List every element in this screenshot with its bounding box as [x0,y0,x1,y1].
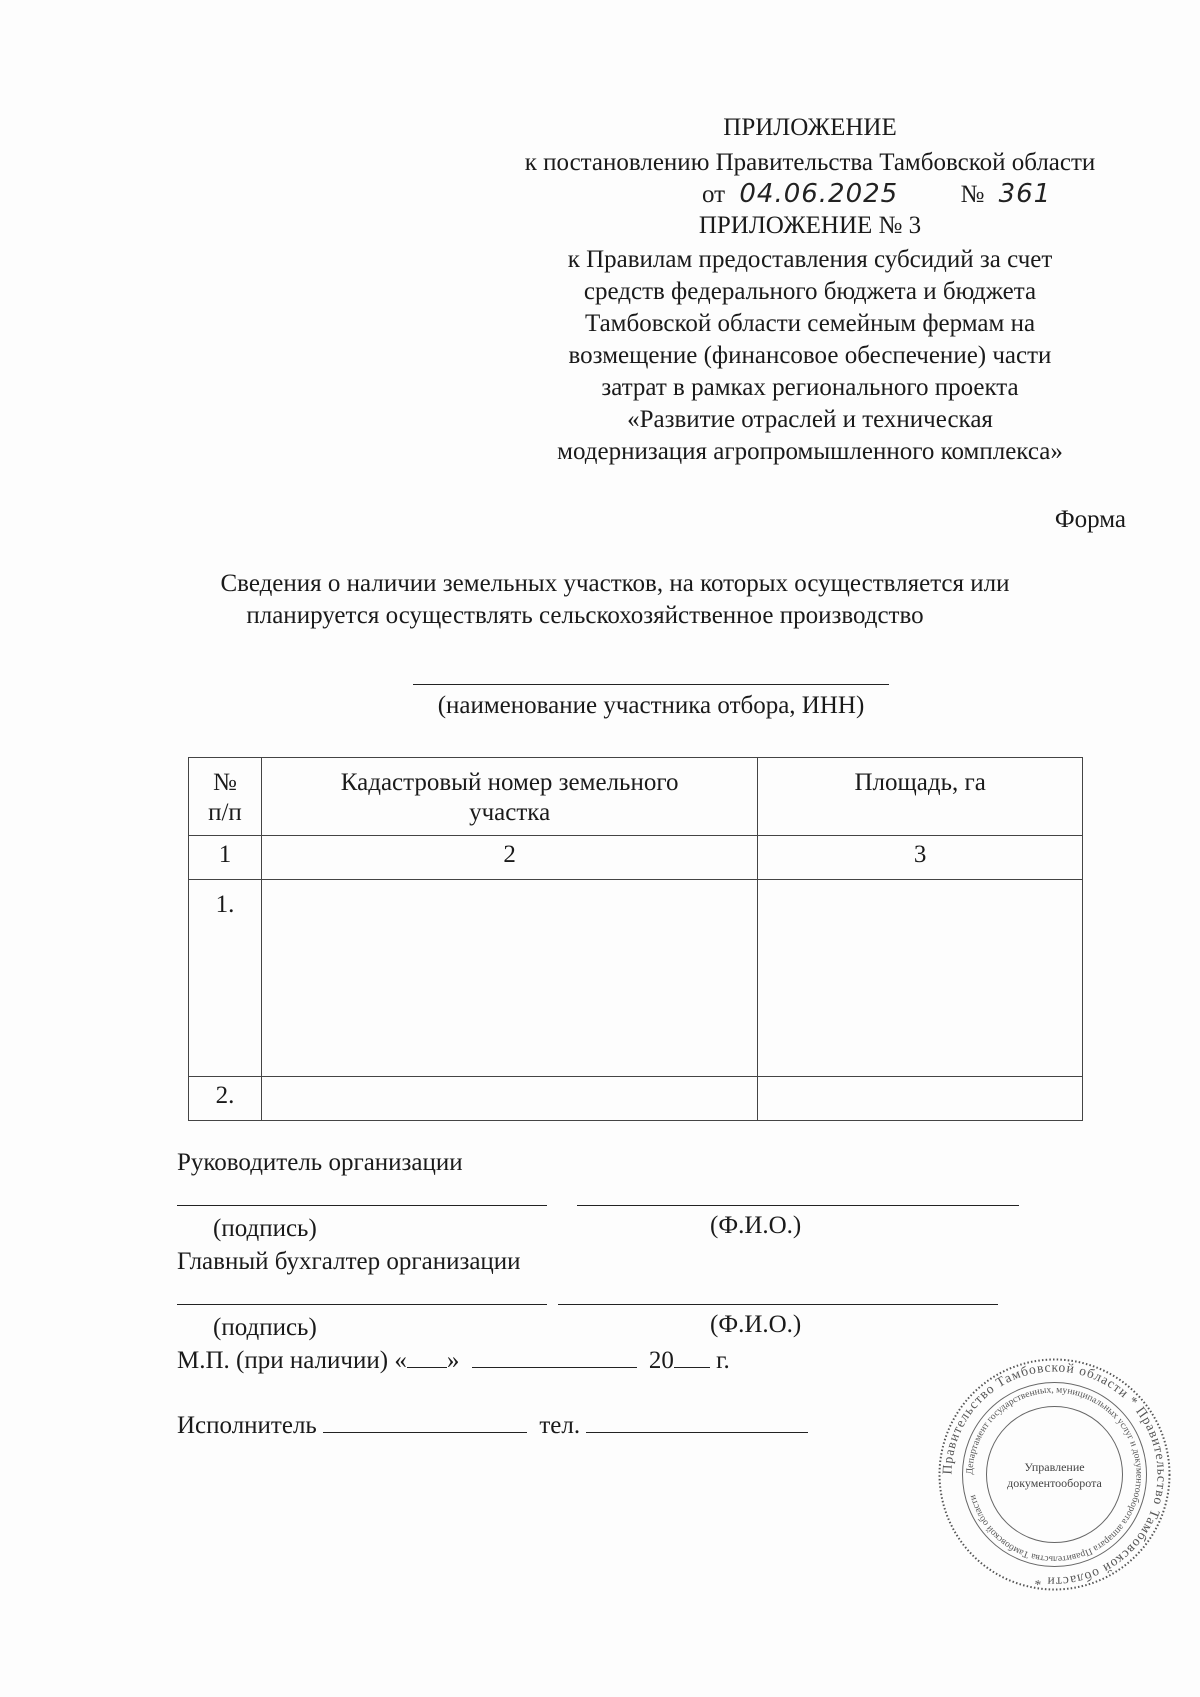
header-number-line1: № [213,769,237,796]
header-area-label: Площадь, га [854,769,986,796]
executor-label: Исполнитель [177,1412,317,1439]
executor-field[interactable] [323,1410,527,1433]
executor-line [177,1410,808,1442]
participant-name-field[interactable] [413,684,889,685]
stamp-center-line1: Управление [1024,1460,1085,1474]
appendix3-title: ПРИЛОЖЕНИЕ № 3 [698,212,922,239]
appendix-title: ПРИЛОЖЕНИЕ [723,114,897,141]
accountant-label: Главный бухгалтер организации [177,1248,521,1275]
area-cell[interactable] [758,880,1083,1077]
decree-line: к постановлению Правительства Тамбовской области [524,149,1096,176]
rules-line: модернизация агропромышленного комплекса» [557,438,1063,465]
month-field[interactable] [472,1345,637,1368]
numbering-cell: 3 [758,836,1083,880]
table-row [189,1077,1083,1121]
date-line [702,178,1051,211]
number-prefix: № [960,181,985,208]
header-number-line2: п/п [208,799,242,826]
year-suffix: г. [716,1347,730,1374]
seal-date-line [177,1345,730,1377]
table-header-row [189,758,1083,836]
head-fio-caption: (Ф.И.О.) [710,1212,802,1239]
stamp-middle-textpath: Департамент государственных, муниципальных услуг и документооборота аппарата Правительства Тамбовской области [964,1384,1145,1565]
accountant-fio-field[interactable] [558,1304,998,1305]
cadastral-cell[interactable] [261,880,757,1077]
row-number: 1. [189,880,262,1077]
numbering-cell: 2 [261,836,757,880]
title-line-1: Сведения о наличии земельных участков, на которых осуществляется или [220,570,1010,597]
stamp-outer-textpath: Правительство Тамбовской области * Правительство Тамбовской области * [939,1359,1170,1590]
phone-field[interactable] [586,1410,808,1433]
row-number: 2. [189,1077,262,1121]
head-signature-field[interactable] [177,1205,547,1206]
year-prefix: 20 [648,1347,674,1374]
date-prefix: от [702,181,726,208]
table-row [189,880,1083,1077]
accountant-signature-caption: (подпись) [213,1314,317,1341]
head-label: Руководитель организации [177,1149,463,1176]
header-number [189,758,262,836]
day-field[interactable] [407,1345,447,1368]
stamp-middle-text [964,1384,1144,1564]
seal-quote-close: » [446,1347,460,1374]
rules-line: возмещение (финансовое обеспечение) части [568,342,1052,369]
document-title [150,568,1080,632]
land-plots-table [188,757,1083,1121]
date-handwritten: 04.06.2025 [739,179,899,209]
cadastral-cell[interactable] [261,1077,757,1121]
accountant-fio-caption: (Ф.И.О.) [710,1311,802,1338]
head-fio-field[interactable] [577,1205,1019,1206]
rules-line: Тамбовской области семейным фермам на [584,310,1036,337]
head-signature-caption: (подпись) [213,1215,317,1242]
title-line-2: планируется осуществлять сельскохозяйственное производство [246,602,924,629]
numbering-cell: 1 [189,836,262,880]
stamp-inner-ring-2 [987,1407,1123,1543]
department-stamp [937,1357,1172,1592]
rules-line: средств федерального бюджета и бюджета [583,278,1037,305]
form-label: Форма [1054,506,1126,533]
phone-label: тел. [539,1412,581,1439]
number-handwritten: 361 [998,179,1052,209]
stamp-center-line2: документооборота [1007,1476,1102,1490]
participant-caption: (наименование участника отбора, ИНН) [437,692,865,719]
year-field[interactable] [674,1345,710,1368]
rules-line: «Развитие отраслей и техническая [627,406,993,433]
table-numbering-row [189,836,1083,880]
rules-line: затрат в рамках регионального проекта [601,374,1019,401]
area-cell[interactable] [758,1077,1083,1121]
accountant-signature-field[interactable] [177,1304,547,1305]
header-area [758,758,1083,836]
rules-text [480,244,1140,468]
header-cadastral-line2: участка [469,799,551,826]
header-cadastral [261,758,757,836]
stamp-inner-ring-1 [963,1383,1147,1567]
rules-line: к Правилам предоставления субсидий за счет [567,246,1053,273]
seal-prefix: М.П. (при наличии) « [177,1347,407,1374]
header-cadastral-line1: Кадастровый номер земельного [340,769,679,796]
